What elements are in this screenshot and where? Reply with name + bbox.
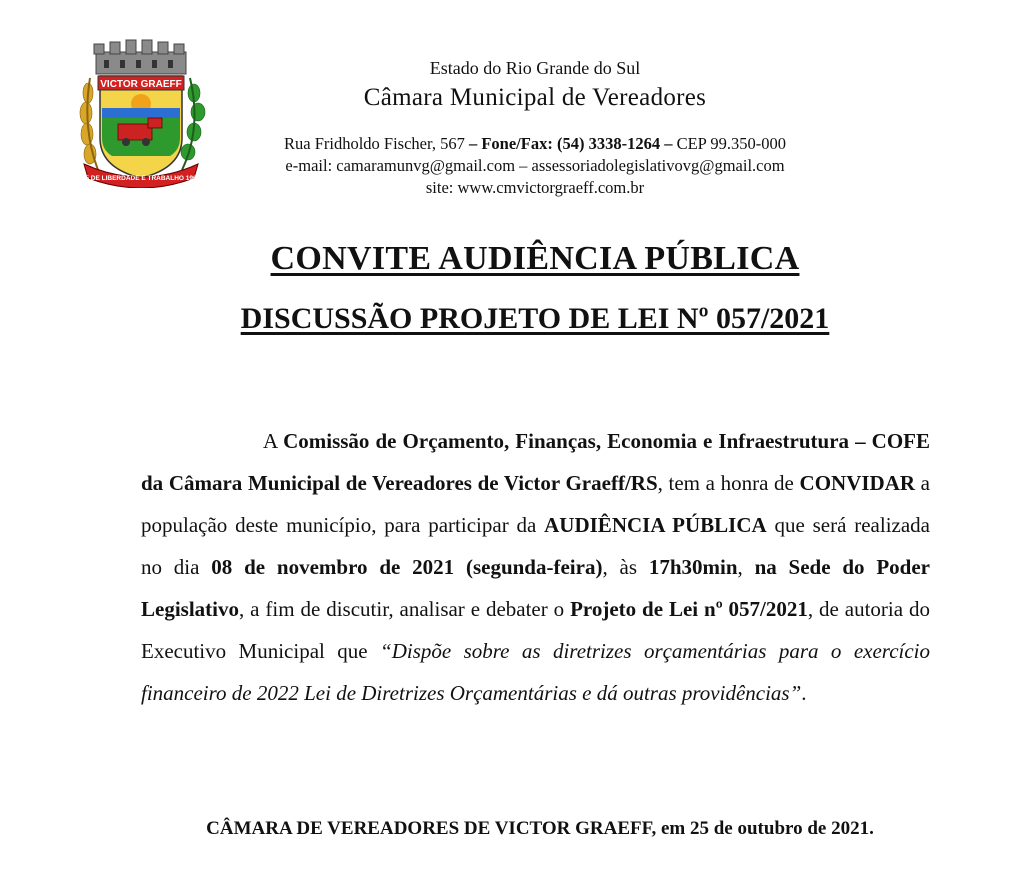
hearing-venue: na Sede do Poder Legislativo: [141, 555, 931, 621]
phone-label: Fone/Fax:: [481, 134, 553, 153]
contact-block: [225, 133, 845, 199]
phone-number: (54) 3338-1264: [556, 134, 661, 153]
document-subtitle: DISCUSSÃO PROJETO DE LEI Nº 057/2021: [240, 302, 830, 335]
address-street: Rua Fridholdo Fischer, 567: [284, 134, 465, 153]
site-line: site: www.cmvictorgraeff.com.br: [425, 178, 645, 197]
text-run: A: [263, 429, 284, 453]
text-run: , de autoria do Executivo Municipal que: [141, 597, 930, 663]
invite-word: CONVIDAR: [799, 471, 916, 495]
address-line: Rua Fridholdo Fischer, 567 – Fone/Fax: (54) 3338-1264 – CEP 99.350-000: [284, 134, 786, 153]
closing-line: CÂMARA DE VEREADORES DE VICTOR GRAEFF, em 25 de outubro de 2021.: [206, 818, 874, 839]
text-run: que será realizada no dia: [141, 513, 930, 579]
svg-text:25 DE LIBERDADE E TRABALHO 196: 25 DE LIBERDADE E TRABALHO 1965: [81, 175, 201, 182]
email-line: e-mail: camaramunvg@gmail.com – assessoriadolegislativovg@gmail.com: [285, 156, 785, 175]
text-run: , às: [602, 555, 649, 579]
committee-name: Comissão de Orçamento, Finanças, Economia e Infraestrutura – COFE da Câmara Municipal de Vereadores de Victor Graeff/RS: [141, 429, 930, 495]
document-title: CONVITE AUDIÊNCIA PÚBLICA: [270, 240, 800, 277]
hearing-label: AUDIÊNCIA PÚBLICA: [544, 513, 767, 537]
hearing-date: 08 de novembro de 2021 (segunda-feira): [211, 555, 603, 579]
text-run: , tem a honra de: [657, 471, 800, 495]
state-name: Estado do Rio Grande do Sul: [429, 58, 641, 78]
text-run: a população deste município, para participar da: [141, 471, 930, 537]
invitation-paragraph: [141, 420, 930, 714]
hearing-time: 17h30min: [648, 555, 738, 579]
bill-number: Projeto de Lei nº 057/2021: [570, 597, 808, 621]
text-run: .: [801, 681, 807, 705]
bill-description: “Dispõe sobre as diretrizes orçamentárias para o exercício financeiro de 2022 Lei de Diretrizes Orçamentárias e dá outras providências”: [141, 639, 930, 705]
svg-text:VICTOR GRAEFF: VICTOR GRAEFF: [100, 79, 182, 90]
text-run: , a fim de discutir, analisar e debater o: [239, 597, 571, 621]
coat-of-arms-icon: [70, 38, 212, 188]
cep: CEP 99.350-000: [676, 134, 786, 153]
chamber-name: Câmara Municipal de Vereadores: [363, 84, 707, 111]
text-run: ,: [737, 555, 755, 579]
